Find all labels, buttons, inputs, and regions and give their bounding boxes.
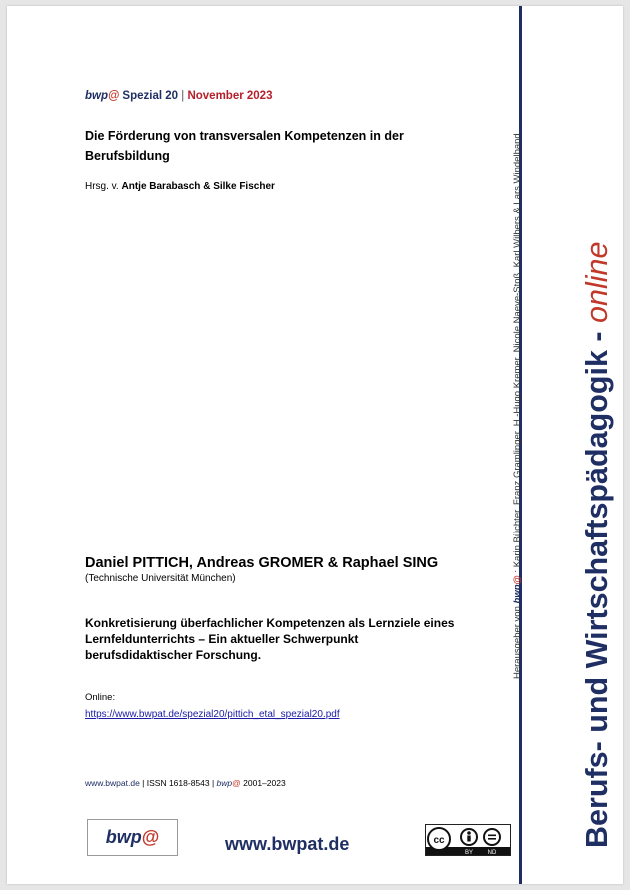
editors-line	[85, 181, 275, 192]
footer-site: www.bwpat.de	[85, 778, 140, 788]
journal-title-text: Berufs- und Wirtschaftspädagogik -	[580, 322, 614, 848]
publishers-journal: bwp	[512, 584, 523, 604]
online-label: Online:	[85, 692, 116, 703]
nd-label: ND	[487, 850, 497, 855]
cc-by-nd-icon	[426, 825, 510, 855]
journal-title-vertical	[580, 242, 615, 848]
article-url-link[interactable]: https://www.bwpat.de/spezial20/pittich_etal_spezial20.pdf	[85, 709, 340, 720]
publishers-vertical	[512, 133, 523, 679]
publishers-names: : Karin Büchter, Franz Gramlinger, H.-Hugo Kremer, Nicole Naeve-Stoß, Karl Wilbers & Lars Windelband	[512, 133, 523, 576]
separator: |	[181, 90, 185, 102]
logo-at: @	[141, 827, 160, 847]
footer-line	[85, 778, 286, 788]
nd-icon	[484, 829, 500, 845]
spezial-label: Spezial 20	[122, 90, 179, 102]
footer-years: 2001–2023	[240, 778, 286, 788]
footer-journal: bwp	[216, 778, 233, 788]
footer-sep-1: |	[139, 778, 147, 788]
article-title: Konkretisierung überfachlicher Kompetenzen als Lernziele eines Lernfeldunterrichts – Ein aktueller Schwerpunkt berufsdidaktischer Forschung.	[85, 616, 455, 662]
issue-date: November 2023	[187, 90, 273, 102]
affiliation: (Technische Universität München)	[85, 573, 236, 584]
editors-names: Antje Barabasch & Silke Fischer	[121, 181, 275, 192]
authors: Daniel PITTICH, Andreas GROMER & Raphael SING	[85, 555, 439, 571]
journal-at: @	[108, 90, 120, 102]
publishers-prefix: Herausgeber von	[512, 603, 523, 679]
editors-prefix: Hrsg. v.	[85, 181, 119, 192]
title-page	[7, 6, 623, 884]
journal-title-online: online	[580, 241, 614, 323]
footer-issn: ISSN 1618-8543	[146, 778, 210, 788]
issue-title: Die Förderung von transversalen Kompetenzen in der Berufsbildung	[85, 129, 404, 163]
footer-sep-2: |	[209, 778, 217, 788]
website-url: www.bwpat.de	[225, 834, 350, 854]
publishers-at: @	[512, 575, 523, 585]
cc-mark: cc	[433, 835, 445, 846]
bwp-logo	[87, 819, 178, 856]
logo-text: bwp	[105, 827, 142, 847]
cc-license-badge	[425, 824, 511, 856]
footer-at: @	[232, 778, 241, 788]
journal-abbr: bwp	[85, 90, 108, 102]
series-line	[85, 90, 272, 102]
by-label: BY	[464, 850, 474, 855]
